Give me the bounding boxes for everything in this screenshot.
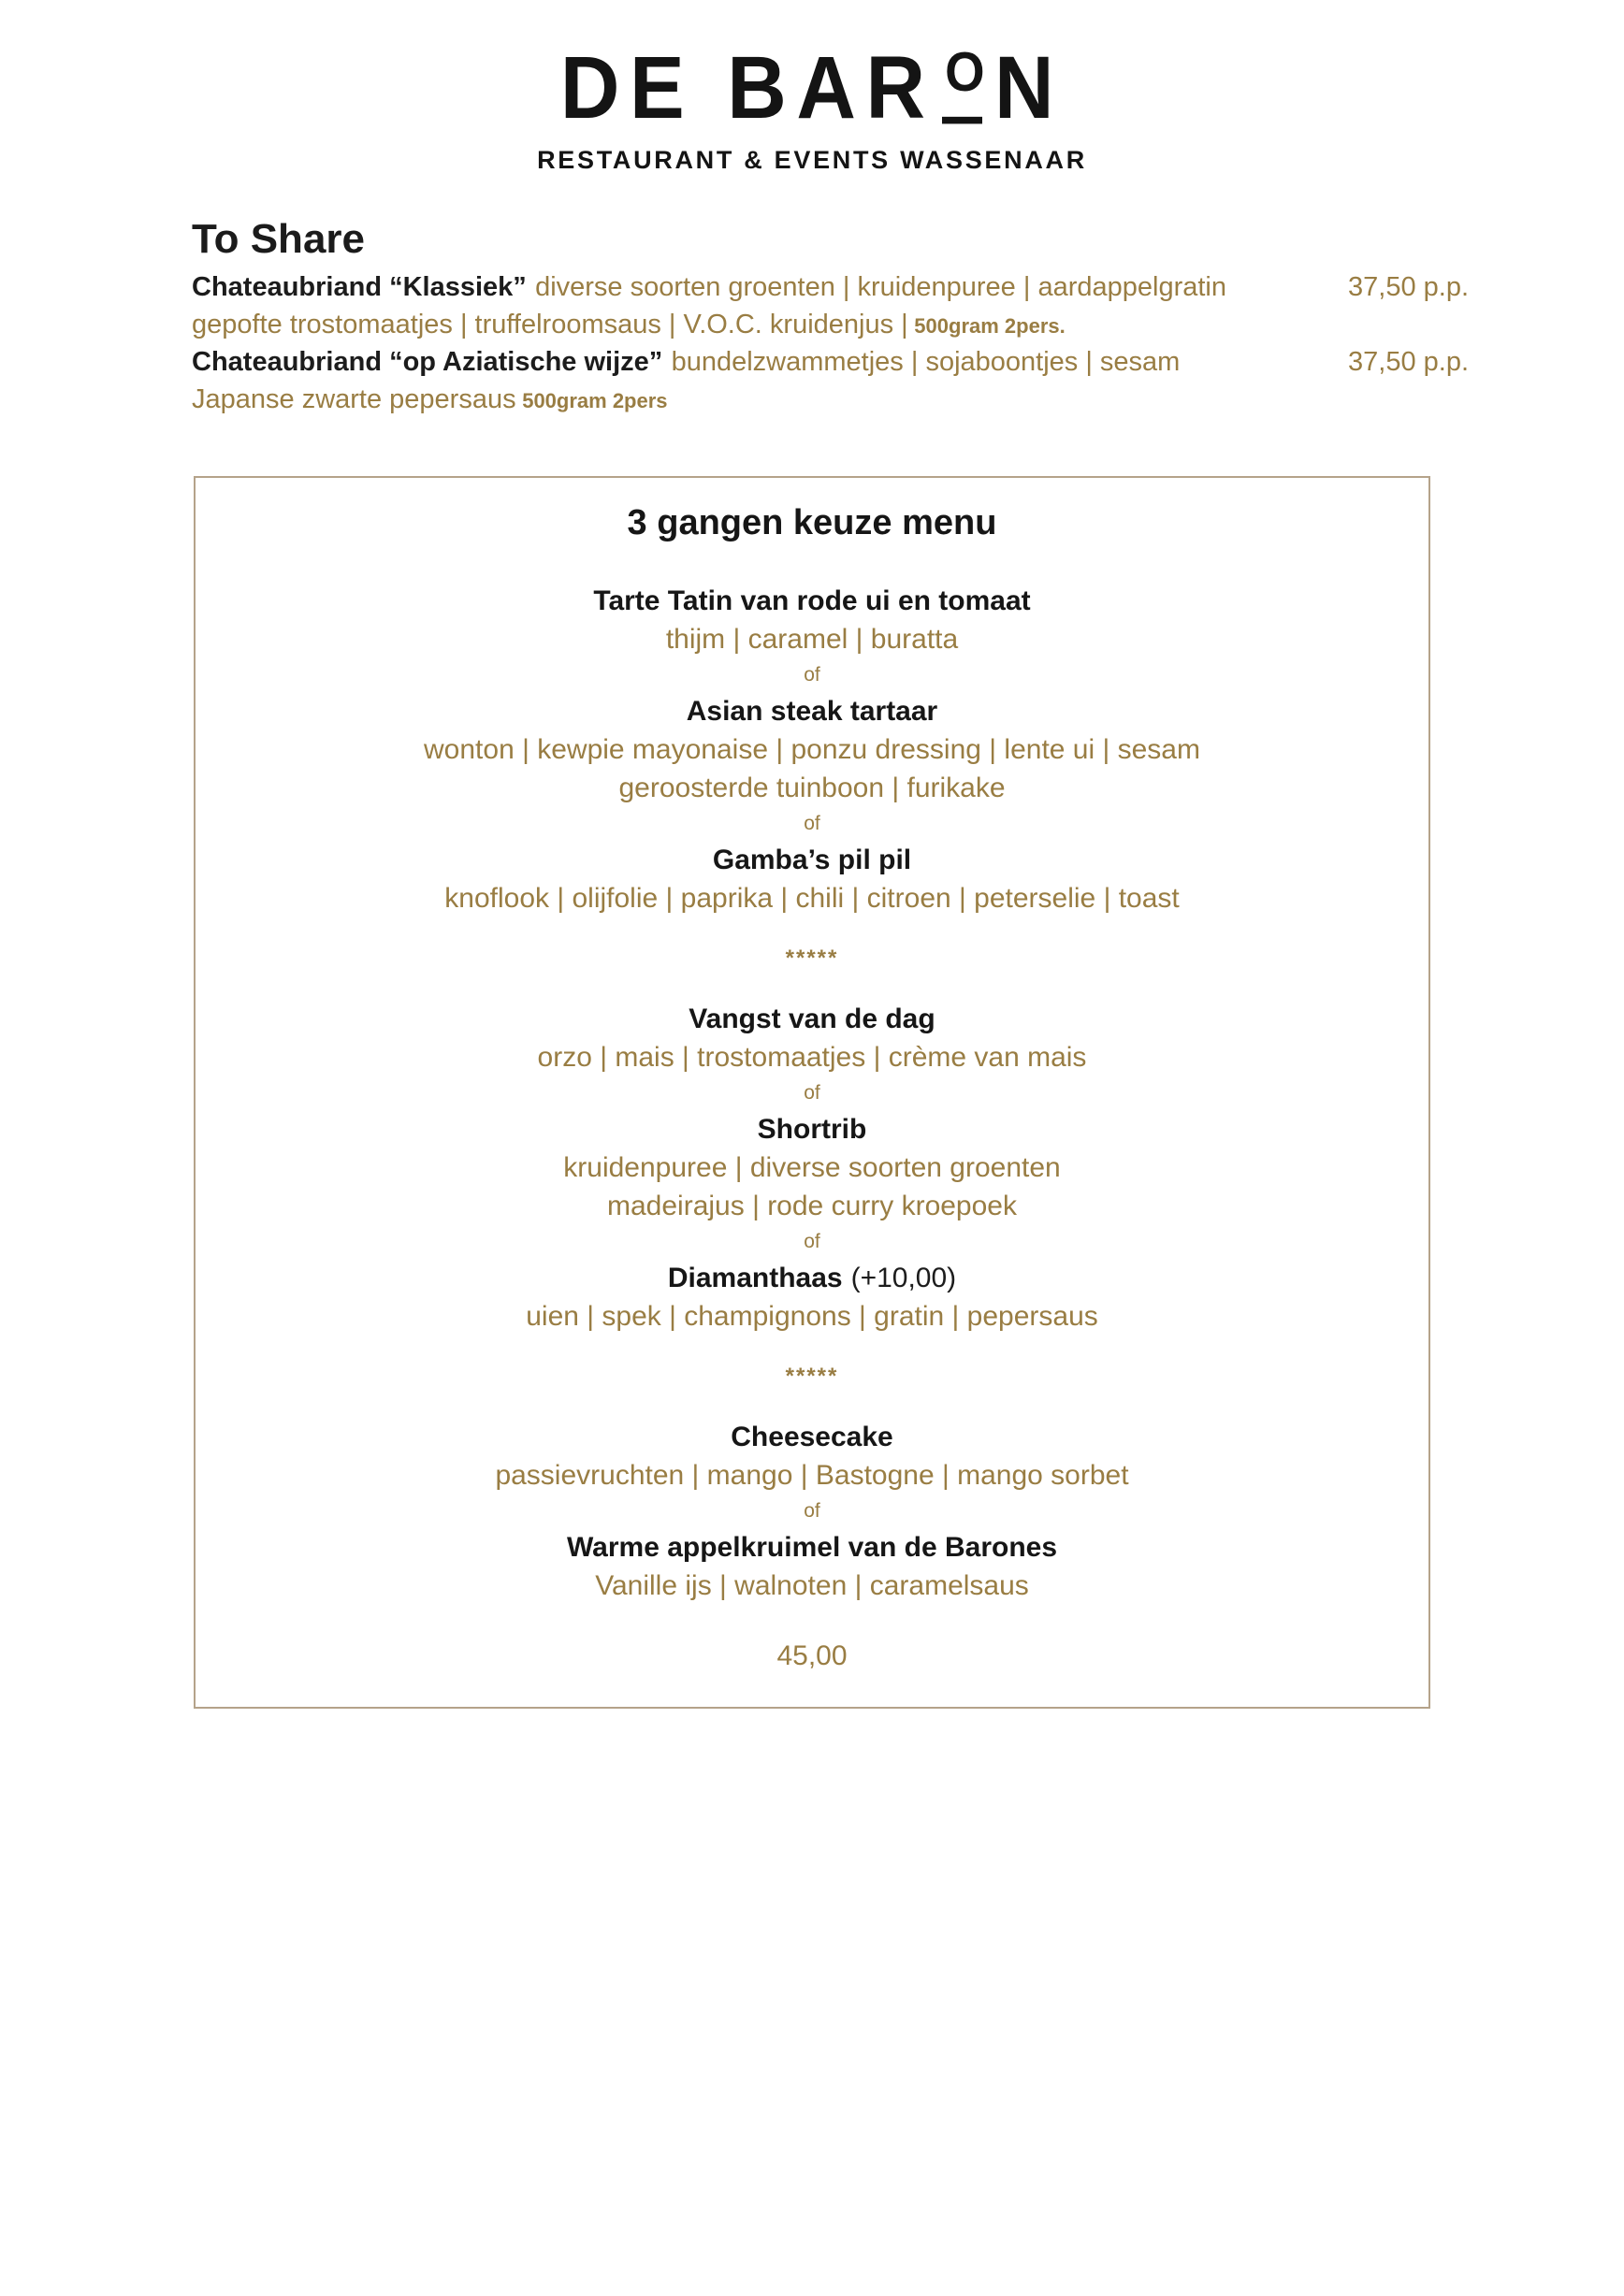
dish-name: Gamba’s pil pil	[712, 845, 912, 876]
or-label: of	[804, 1231, 820, 1253]
logo	[0, 0, 1624, 175]
set-menu-price: 45,00	[776, 1640, 848, 1672]
dish-description: madeirajus | rode curry kroepoek	[607, 1191, 1017, 1222]
dish-name: Tarte Tatin van rode ui en tomaat	[593, 585, 1031, 617]
course-mains	[224, 1000, 1400, 1336]
to-share-heading: To Share	[192, 216, 366, 262]
dish-description: orzo | mais | trostomaatjes | crème van mais	[537, 1042, 1087, 1074]
share-item-line2	[192, 306, 1469, 343]
or-label: of	[804, 664, 820, 686]
dish-description: wonton | kewpie mayonaise | ponzu dressing | lente ui | sesam	[424, 734, 1200, 766]
share-item-line1	[192, 268, 1469, 306]
dish-description: thijm | caramel | buratta	[665, 624, 959, 656]
course-starters	[224, 582, 1400, 917]
course-separator: *****	[785, 1364, 839, 1390]
share-item-text	[192, 268, 1226, 306]
dish-name: Chateaubriand “Klassiek”	[192, 272, 527, 302]
portion-note: 500gram 2pers.	[914, 314, 1066, 339]
dish-description-continued: gepofte trostomaatjes | truffelroomsaus | V.O.C. kruidenjus |	[192, 310, 908, 340]
dish-name: Vangst van de dag	[689, 1004, 935, 1035]
brand-subtitle: RESTAURANT & EVENTS WASSENAAR	[537, 146, 1087, 174]
dish-price: 37,50 p.p.	[1348, 272, 1469, 302]
or-label: of	[804, 1500, 820, 1523]
set-menu-title: 3 gangen keuze menu	[627, 503, 997, 543]
dish-name: Shortrib	[757, 1114, 867, 1146]
set-menu-box	[194, 476, 1430, 1709]
portion-note: 500gram 2pers	[522, 389, 668, 413]
dish-description: bundelzwammetjes | sojaboontjes | sesam	[671, 347, 1181, 378]
or-label: of	[804, 1082, 820, 1105]
course-desserts	[224, 1418, 1400, 1605]
share-item-klassiek	[192, 268, 1469, 343]
brand-title	[0, 36, 1624, 137]
logo-o-glyph: O	[945, 40, 985, 103]
brand-title-suffix: N	[993, 36, 1065, 137]
dish-description: Vanille ijs | walnoten | caramelsaus	[595, 1570, 1029, 1602]
dish-description-continued: Japanse zwarte pepersaus	[192, 384, 516, 415]
dish-surcharge: (+10,00)	[850, 1263, 957, 1294]
share-item-text	[192, 343, 1180, 381]
share-item-line2	[192, 381, 1469, 418]
dish-description: kruidenpuree | diverse soorten groenten	[563, 1152, 1061, 1184]
dish-description: passievruchten | mango | Bastogne | mango sorbet	[495, 1460, 1129, 1492]
dish-price: 37,50 p.p.	[1348, 347, 1469, 378]
dish-name: Asian steak tartaar	[686, 696, 938, 728]
or-label: of	[804, 813, 820, 835]
share-item-aziatisch	[192, 343, 1469, 418]
dish-name: Warme appelkruimel van de Barones	[566, 1532, 1058, 1564]
dish-name: Cheesecake	[731, 1422, 893, 1453]
logo-o-mark	[936, 40, 993, 127]
course-separator: *****	[785, 946, 839, 972]
dish-name-text: Diamanthaas	[667, 1263, 843, 1294]
brand-title-prefix: DE BAR	[559, 36, 935, 137]
to-share-section	[192, 216, 1469, 418]
dish-name: Chateaubriand “op Aziatische wijze”	[192, 347, 663, 378]
dish-description: diverse soorten groenten | kruidenpuree | aardappelgratin	[535, 272, 1226, 302]
dish-description: knoflook | olijfolie | paprika | chili | citroen | peterselie | toast	[444, 883, 1180, 915]
dish-name	[224, 1259, 1400, 1297]
dish-description: uien | spek | champignons | gratin | pepersaus	[526, 1301, 1098, 1333]
dish-description: geroosterde tuinboon | furikake	[618, 773, 1006, 804]
share-item-line1	[192, 343, 1469, 381]
